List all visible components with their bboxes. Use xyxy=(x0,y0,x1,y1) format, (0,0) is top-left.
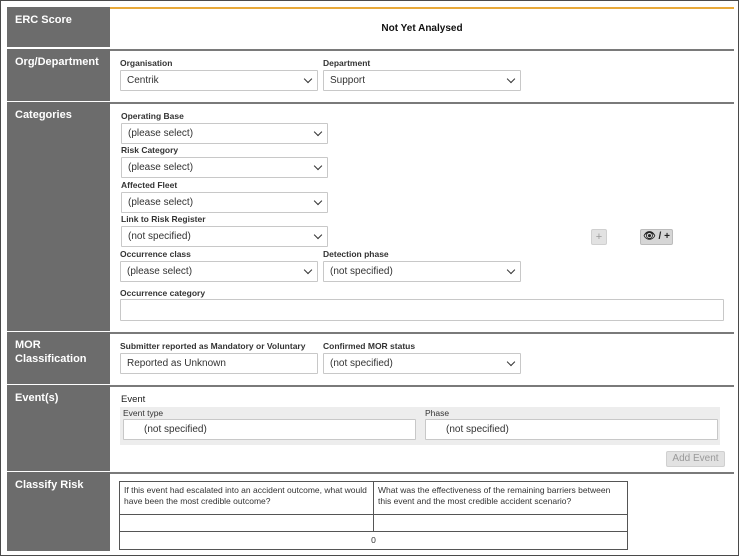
mor-classification-row xyxy=(7,332,734,384)
organisation-select[interactable] xyxy=(120,70,318,91)
occurrence-category-label: Occurrence category xyxy=(120,288,206,298)
chevron-down-icon xyxy=(314,162,322,170)
organisation-label: Organisation xyxy=(120,58,173,68)
affected-fleet-select[interactable] xyxy=(121,192,328,213)
detection-phase-label: Detection phase xyxy=(323,249,389,259)
submitter-reported-field: Reported as Unknown xyxy=(120,353,318,374)
detection-phase-select[interactable] xyxy=(323,261,521,282)
categories-row xyxy=(7,102,734,331)
risk-matrix-table xyxy=(119,481,628,550)
occurrence-category-input[interactable] xyxy=(120,299,724,321)
barrier-answer-cell[interactable] xyxy=(374,515,628,532)
add-risk-link-button[interactable]: + xyxy=(591,229,607,245)
outcome-answer-cell[interactable] xyxy=(120,515,374,532)
affected-fleet-label: Affected Fleet xyxy=(121,180,178,190)
event-heading: Event xyxy=(121,394,146,405)
risk-category-value: (please select) xyxy=(128,162,194,173)
barrier-effectiveness-question: What was the effectiveness of the remaining barriers between this event and the most credible accident scenario? xyxy=(374,482,628,515)
event-type-field[interactable]: (not specified) xyxy=(123,419,416,440)
link-risk-register-label: Link to Risk Register xyxy=(121,214,206,224)
risk-category-select[interactable] xyxy=(121,157,328,178)
chevron-down-icon xyxy=(304,75,312,83)
affected-fleet-value: (please select) xyxy=(128,197,194,208)
outcome-question: If this event had escalated into an accident outcome, what would have been the most credible outcome? xyxy=(120,482,374,515)
link-risk-register-select[interactable] xyxy=(121,226,328,247)
detection-phase-value: (not specified) xyxy=(330,266,393,277)
events-row xyxy=(7,385,734,471)
operating-base-value: (please select) xyxy=(128,128,194,139)
classify-risk-content xyxy=(110,472,734,551)
erc-score-label: ERC Score xyxy=(7,7,110,47)
event-type-label: Event type xyxy=(123,408,164,418)
chevron-down-icon xyxy=(507,358,515,366)
chevron-down-icon xyxy=(314,197,322,205)
event-item xyxy=(120,407,720,445)
classify-risk-row xyxy=(7,472,734,551)
confirmed-mor-value: (not specified) xyxy=(330,358,393,369)
mor-classification-label: MOR Classification xyxy=(7,332,110,384)
add-event-button[interactable]: Add Event xyxy=(666,451,725,467)
chevron-down-icon xyxy=(304,266,312,274)
categories-content xyxy=(110,102,734,331)
risk-category-label: Risk Category xyxy=(121,145,179,155)
department-value: Support xyxy=(330,75,366,86)
chevron-down-icon xyxy=(314,231,322,239)
erc-score-content xyxy=(110,7,734,47)
phase-label: Phase xyxy=(425,408,450,418)
categories-label: Categories xyxy=(7,102,110,331)
operating-base-label: Operating Base xyxy=(121,111,184,121)
phase-field[interactable]: (not specified) xyxy=(425,419,718,440)
occurrence-class-label: Occurrence class xyxy=(120,249,191,259)
chevron-down-icon xyxy=(314,128,322,136)
risk-total: 0 xyxy=(120,532,628,550)
confirmed-mor-select[interactable] xyxy=(323,353,521,374)
submitter-reported-label: Submitter reported as Mandatory or Voluntary xyxy=(120,341,306,351)
erc-status: Not Yet Analysed xyxy=(381,23,463,34)
occurrence-class-value: (please select) xyxy=(127,266,193,277)
link-risk-register-value: (not specified) xyxy=(128,231,191,242)
events-label: Event(s) xyxy=(7,385,110,471)
classify-risk-label: Classify Risk xyxy=(7,472,110,551)
department-select[interactable] xyxy=(323,70,521,91)
confirmed-mor-label: Confirmed MOR status xyxy=(323,341,416,351)
occurrence-class-select[interactable] xyxy=(120,261,318,282)
view-add-risk-button[interactable]: 👁 / + xyxy=(640,229,673,245)
erc-score-row xyxy=(7,7,734,47)
org-department-label: Org/Department xyxy=(7,49,110,101)
chevron-down-icon xyxy=(507,266,515,274)
mor-classification-content xyxy=(110,332,734,384)
org-department-row xyxy=(7,49,734,101)
organisation-value: Centrik xyxy=(127,75,159,86)
chevron-down-icon xyxy=(507,75,515,83)
events-content xyxy=(110,385,734,471)
org-department-content xyxy=(110,49,734,101)
operating-base-select[interactable] xyxy=(121,123,328,144)
department-label: Department xyxy=(323,58,371,68)
